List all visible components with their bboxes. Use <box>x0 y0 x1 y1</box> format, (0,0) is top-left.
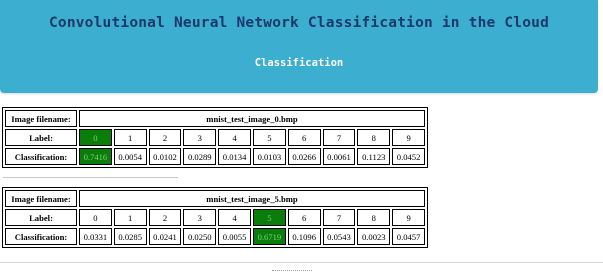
probability-cell: 0.0023 <box>357 228 390 245</box>
section-divider <box>3 177 178 178</box>
probability-cell: 0.0241 <box>149 228 182 245</box>
classification-header: Classification: <box>5 228 77 245</box>
classification-header: Classification: <box>5 148 77 165</box>
digit-cell: 8 <box>357 129 390 146</box>
classification-result-table <box>2 187 428 248</box>
page-title: Convolutional Neural Network Classification in the Cloud <box>48 15 550 31</box>
filename-value: mnist_test_image_0.bmp <box>79 110 425 127</box>
probability-cell: 0.0061 <box>323 148 356 165</box>
page-header-banner <box>0 0 598 93</box>
label-row <box>5 209 425 226</box>
probability-cell: 0.0285 <box>114 228 147 245</box>
filename-header: Image filename: <box>5 110 77 127</box>
filename-header: Image filename: <box>5 190 77 207</box>
footer-fragment <box>272 270 312 274</box>
filename-row <box>5 190 425 207</box>
probability-cell: 0.0543 <box>323 228 356 245</box>
probability-cell: 0.7416 <box>79 148 112 165</box>
probability-cell: 0.1096 <box>288 228 321 245</box>
footer-divider <box>0 262 603 263</box>
digit-cell: 3 <box>183 129 216 146</box>
probability-cell: 0.0289 <box>183 148 216 165</box>
label-header: Label: <box>5 209 77 226</box>
digit-cell: 8 <box>357 209 390 226</box>
digit-cell: 9 <box>392 129 425 146</box>
digit-cell: 7 <box>323 209 356 226</box>
digit-cell: 6 <box>288 209 321 226</box>
digit-cell: 2 <box>149 209 182 226</box>
digit-cell: 5 <box>253 129 286 146</box>
digit-cell: 9 <box>392 209 425 226</box>
page-subtitle: Classification <box>254 57 344 69</box>
label-row <box>5 129 425 146</box>
digit-cell: 2 <box>149 129 182 146</box>
probability-cell: 0.0452 <box>392 148 425 165</box>
probability-cell: 0.0134 <box>218 148 251 165</box>
classification-row <box>5 228 425 245</box>
probability-cell: 0.0266 <box>288 148 321 165</box>
label-header: Label: <box>5 129 77 146</box>
digit-cell: 7 <box>323 129 356 146</box>
classification-row <box>5 148 425 165</box>
digit-cell: 4 <box>218 209 251 226</box>
digit-cell: 1 <box>114 209 147 226</box>
probability-cell: 0.0102 <box>149 148 182 165</box>
digit-cell: 0 <box>79 209 112 226</box>
classification-result-table <box>2 107 428 168</box>
filename-value: mnist_test_image_5.bmp <box>79 190 425 207</box>
digit-cell: 1 <box>114 129 147 146</box>
probability-cell: 0.0103 <box>253 148 286 165</box>
digit-cell: 5 <box>253 209 286 226</box>
probability-cell: 0.1123 <box>357 148 390 165</box>
probability-cell: 0.0055 <box>218 228 251 245</box>
probability-cell: 0.0331 <box>79 228 112 245</box>
probability-cell: 0.0054 <box>114 148 147 165</box>
filename-row <box>5 110 425 127</box>
probability-cell: 0.0250 <box>183 228 216 245</box>
digit-cell: 6 <box>288 129 321 146</box>
digit-cell: 3 <box>183 209 216 226</box>
probability-cell: 0.6719 <box>253 228 286 245</box>
digit-cell: 0 <box>79 129 112 146</box>
probability-cell: 0.0457 <box>392 228 425 245</box>
digit-cell: 4 <box>218 129 251 146</box>
